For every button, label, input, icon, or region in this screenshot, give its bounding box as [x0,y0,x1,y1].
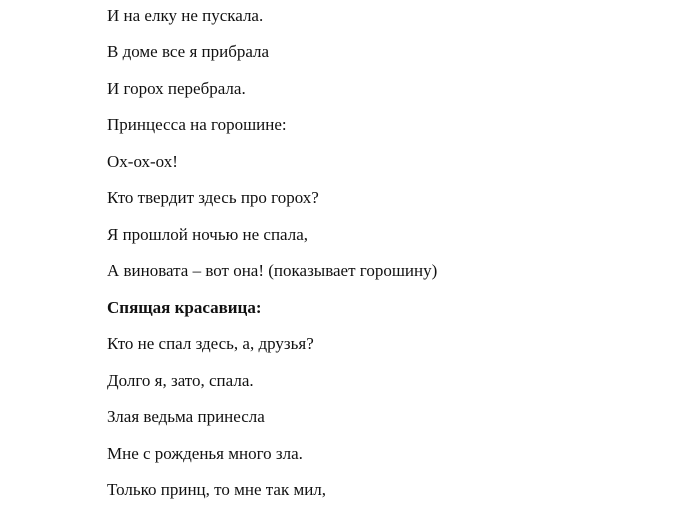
text-line: Принцесса на горошине: [107,115,287,134]
text-line: И на елку не пускала. [107,6,264,25]
text-line: Ох-ох-ох! [107,152,178,171]
text-line: А виновата – вот она! (показывает горошину) [107,261,438,280]
text-line: И горох перебрала. [107,79,246,98]
speaker-heading: Спящая красавица: [107,298,262,317]
text-line: Кто твердит здесь про горох? [107,188,319,207]
text-line: Долго я, зато, спала. [107,371,254,390]
text-line: Я прошлой ночью не спала, [107,225,309,244]
text-line: В доме все я прибрала [107,42,270,61]
text-line: Кто не спал здесь, а, друзья? [107,334,314,353]
text-line: Только принц, то мне так мил, [107,480,327,499]
text-line: Злая ведьма принесла [107,407,265,426]
text-line: Мне с рожденья много зла. [107,444,303,463]
